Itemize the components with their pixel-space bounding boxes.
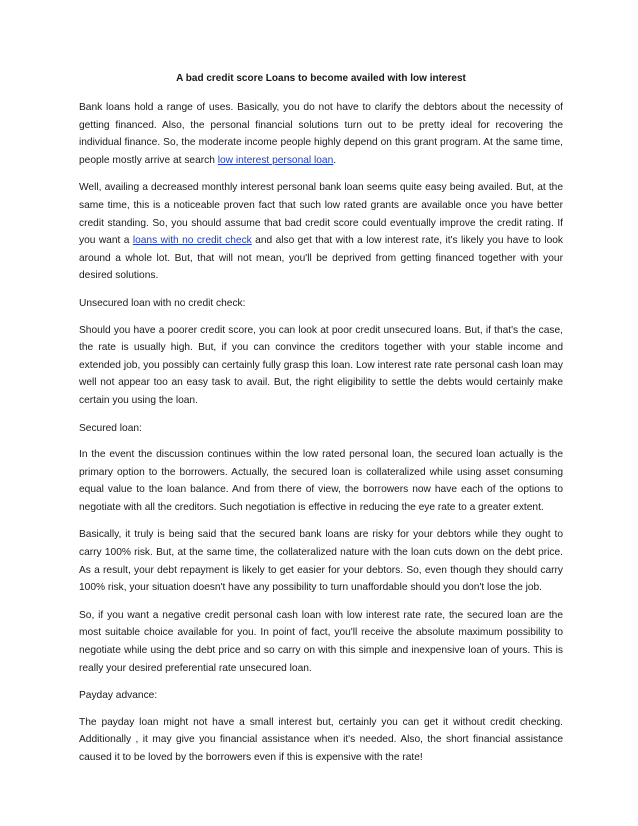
paragraph-unsecured: Should you have a poorer credit score, you can look at poor credit unsecured loans. But, if that's the case, the rate is usually high. But, if you can convince the creditors together with your stable income and extended job, you possibly can certainly fully grasp this loan. Low interest rate rate personal cash loan may well not appear too an easy task to avail. But, the right eligibility to settle the debts would certainly make certain you using the loan.: [79, 324, 563, 406]
paragraph-availing: [79, 179, 563, 285]
paragraph-intro: [79, 99, 563, 169]
paragraph-intro-text: Bank loans hold a range of uses. Basically, you do not have to clarify the debtors about the necessity of getting financed. Also, the personal financial solutions turn out to be pretty ideal for recovering the individual finance. So, the moderate income people highly depend on this grant program. At the same time, people mostly arrive at search: [79, 102, 563, 166]
section-heading-unsecured: Unsecured loan with no credit check:: [79, 297, 246, 309]
low-interest-personal-loan-link[interactable]: low interest personal loan: [217, 154, 334, 166]
paragraph-intro-end: .: [333, 154, 337, 166]
paragraph-payday: The payday loan might not have a small interest but, certainly you can get it without credit checking. Additionally , it may give you financial assistance when it's needed. Also, the short financial assistance caused it to be loved by the borrowers even if this is expensive with the rate!: [79, 716, 563, 763]
paragraph-secured-2: Basically, it truly is being said that the secured bank loans are risky for your debtors while they ought to carry 100% risk. But, at the same time, the collateralized nature with the loan cuts down on the debt price. As a result, your debt repayment is likely to get easier for your debtors. So, even though they should carry 100% risk, your situation doesn't have any possibility to turn unaffordable should you don't lose the job.: [79, 529, 563, 594]
paragraph-availing-end: and also get that with a low interest rate, it's likely you have to look around a whole lot. But, that will not mean, you'll be deprived from getting financed together with your desired solutions.: [79, 235, 564, 282]
paragraph-secured-3: So, if you want a negative credit personal cash loan with low interest rate rate, the secured loan are the most suitable choice available for you. In point of fact, you'll receive the absolute maximum possibility to negotiate while using the debt price and so carry on with this simple and inexpensive loan of yours. This is really your desired preferential rate unsecured loan.: [79, 609, 563, 674]
paragraph-secured-1: In the event the discussion continues within the low rated personal loan, the secured loan actually is the primary option to the borrowers. Actually, the secured loan is collateralized while using asset consuming equal value to the loan balance. And from there of view, the borrowers now have each of the options to negotiate with all the creditors. Such negotiation is effective in reducing the eye rate to a greater extent.: [79, 449, 563, 513]
paragraph-availing-text: Well, availing a decreased monthly interest personal bank loan seems quite easy being availed. But, at the same time, this is a noticeable proven fact that such low rated grants are available once you have better credit standing. So, you should assume that bad credit score could eventually improve the credit rating. If you want a: [79, 182, 563, 247]
document-title: A bad credit score Loans to become availed with low interest: [176, 73, 466, 84]
document-page: [79, 72, 563, 777]
section-heading-secured: Secured loan:: [79, 422, 142, 434]
section-heading-payday: Payday advance:: [79, 690, 158, 702]
loans-no-credit-check-link[interactable]: loans with no credit check: [132, 235, 252, 247]
